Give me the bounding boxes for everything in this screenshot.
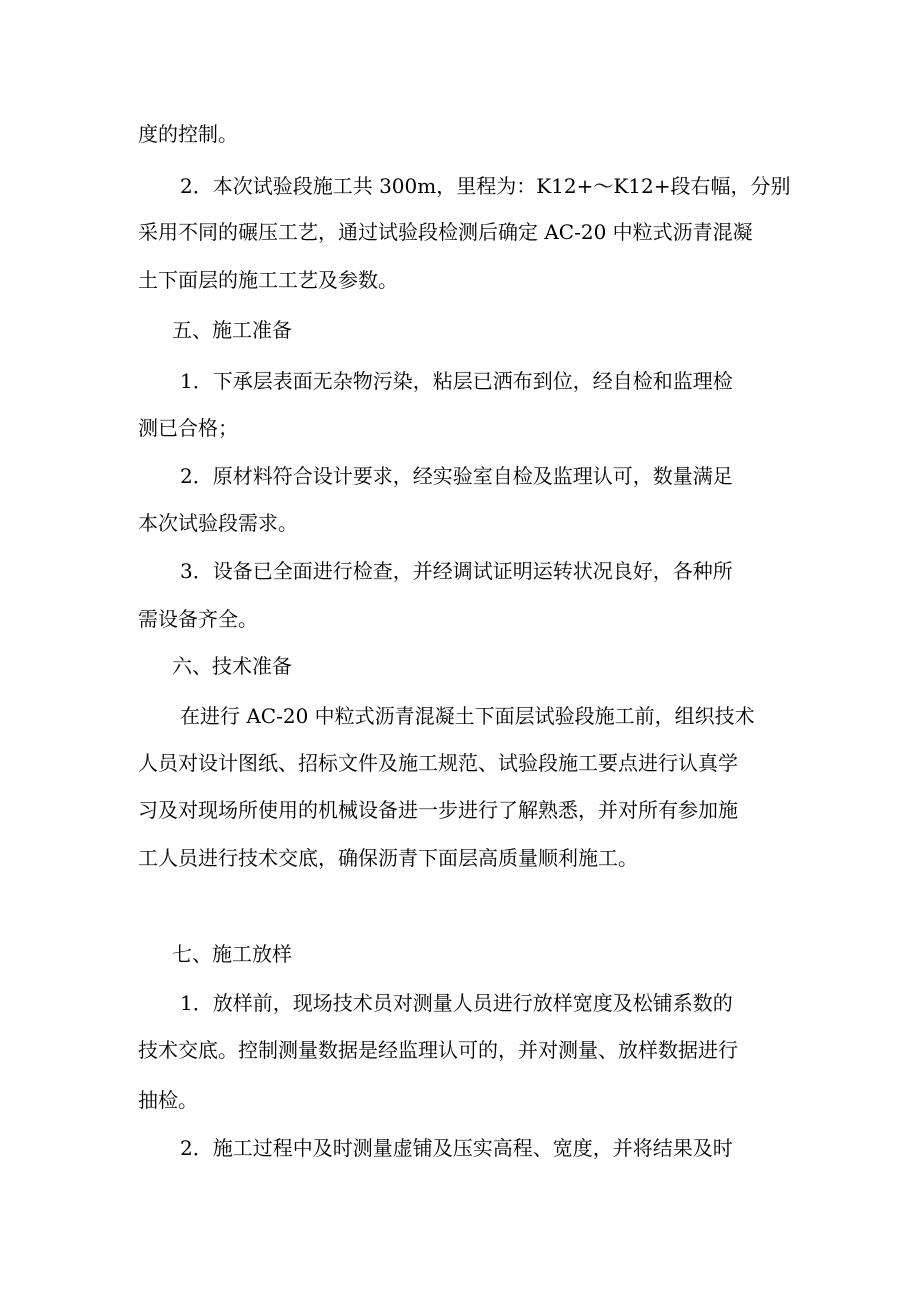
paragraph-line: 习及对现场所使用的机械设备进一步进行了解熟悉，并对所有参加施 bbox=[138, 798, 738, 822]
paragraph-line: 1．放样前，现场技术员对测量人员进行放样宽度及松铺系数的 bbox=[180, 991, 733, 1015]
paragraph-line: 1．下承层表面无杂物污染，粘层已洒布到位，经自检和监理检 bbox=[180, 369, 733, 393]
paragraph-line: 人员对设计图纸、招标文件及施工规范、试验段施工要点进行认真学 bbox=[138, 751, 738, 775]
paragraph-line: 3．设备已全面进行检查，并经调试证明运转状况良好，各种所 bbox=[180, 559, 733, 583]
paragraph-line: 抽检。 bbox=[138, 1088, 198, 1112]
paragraph-line: 2．施工过程中及时测量虚铺及压实高程、宽度，并将结果及时 bbox=[180, 1136, 733, 1160]
paragraph-line: 工人员进行技术交底，确保沥青下面层高质量顺利施工。 bbox=[138, 846, 638, 870]
paragraph-line: 需设备齐全。 bbox=[138, 607, 258, 631]
section-heading: 五、施工准备 bbox=[172, 318, 292, 342]
paragraph-line: 度的控制。 bbox=[138, 122, 238, 146]
paragraph-line: 测已合格； bbox=[138, 416, 238, 440]
paragraph-line: 技术交底。控制测量数据是经监理认可的，并对测量、放样数据进行 bbox=[138, 1038, 738, 1062]
section-heading: 七、施工放样 bbox=[172, 942, 292, 966]
paragraph-line: 2．原材料符合设计要求，经实验室自检及监理认可，数量满足 bbox=[180, 464, 733, 488]
section-heading: 六、技术准备 bbox=[172, 654, 292, 678]
paragraph-line: 本次试验段需求。 bbox=[138, 511, 298, 535]
paragraph-line: 采用不同的碾压工艺，通过试验段检测后确定 AC-20 中粒式沥青混凝 bbox=[138, 220, 753, 244]
paragraph-line: 土下面层的施工工艺及参数。 bbox=[138, 268, 398, 292]
paragraph-line: 2．本次试验段施工共 300m，里程为：K12+～K12+段右幅，分别 bbox=[180, 174, 791, 198]
paragraph-line: 在进行 AC-20 中粒式沥青混凝土下面层试验段施工前，组织技术 bbox=[180, 704, 755, 728]
